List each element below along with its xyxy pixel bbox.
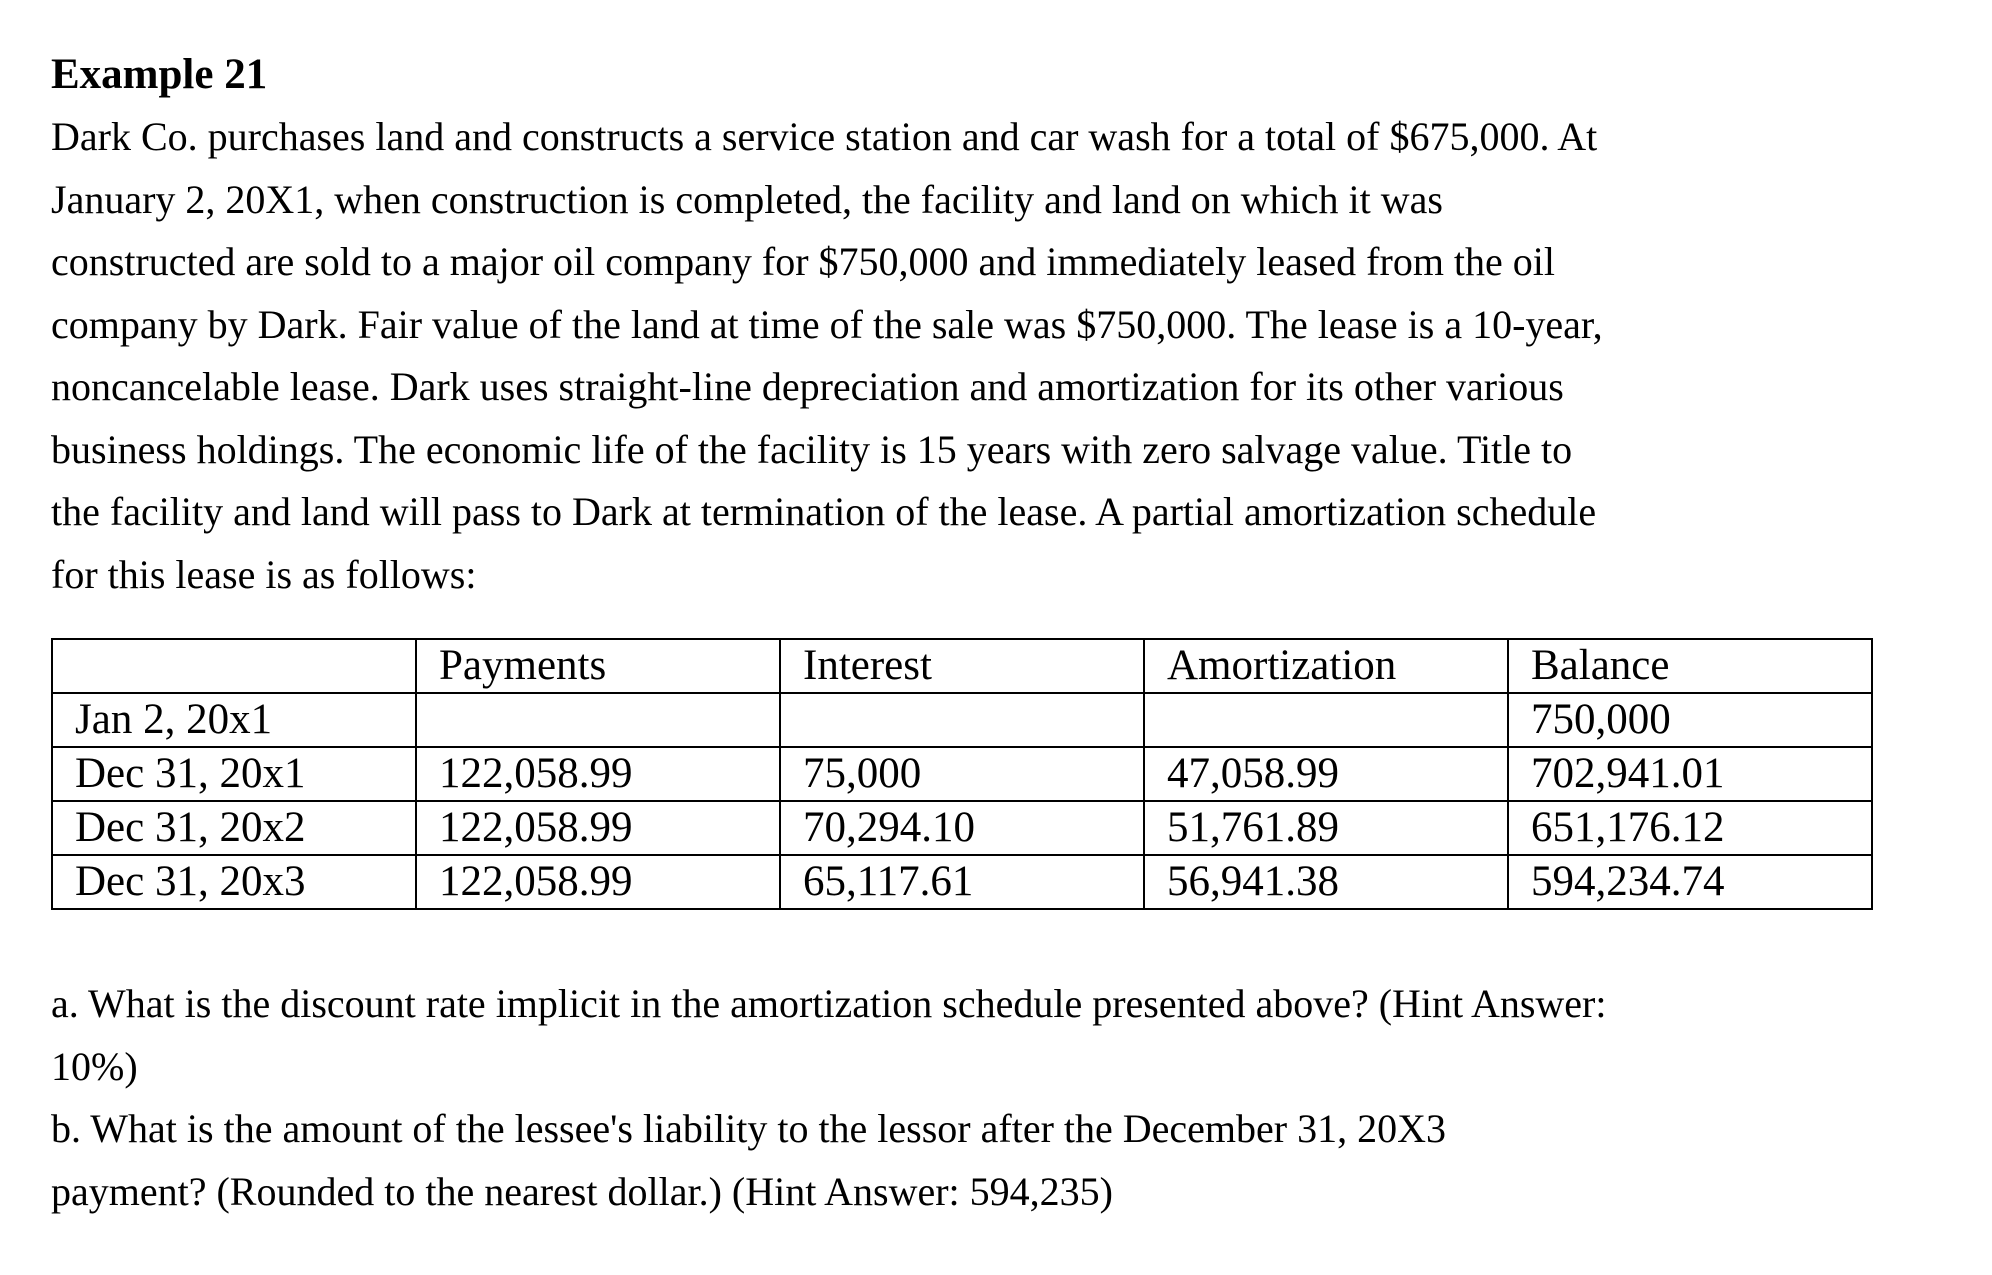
- cell-date: Jan 2, 20x1: [52, 693, 416, 747]
- intro-line: noncancelable lease. Dark uses straight-line depreciation and amortization for its other various: [51, 364, 1564, 409]
- intro-paragraph: [51, 106, 1931, 606]
- cell-payment: 122,058.99: [416, 747, 780, 801]
- intro-line: company by Dark. Fair value of the land at time of the sale was $750,000. The lease is a 10-year,: [51, 301, 1603, 347]
- header-date: [52, 639, 416, 693]
- question-a-line: a. What is the discount rate implicit in the amortization schedule presented above? (Hint Answer:: [51, 981, 1607, 1026]
- cell-balance: 651,176.12: [1508, 801, 1872, 855]
- cell-payment: 122,058.99: [416, 801, 780, 855]
- intro-line: the facility and land will pass to Dark at termination of the lease. A partial amortization schedule: [51, 489, 1597, 534]
- intro-line: business holdings. The economic life of the facility is 15 years with zero salvage value. Title to: [51, 426, 1573, 472]
- cell-payment: [416, 693, 780, 747]
- question-a-line: 10%): [51, 1043, 138, 1089]
- cell-balance: 702,941.01: [1508, 747, 1872, 801]
- cell-amortization: 51,761.89: [1144, 801, 1508, 855]
- questions-section: [51, 973, 1931, 1223]
- header-payments: Payments: [416, 639, 780, 693]
- cell-date: Dec 31, 20x3: [52, 855, 416, 909]
- cell-balance: 750,000: [1508, 693, 1872, 747]
- intro-line: for this lease is as follows:: [51, 551, 477, 597]
- cell-interest: 75,000: [780, 747, 1144, 801]
- cell-interest: 70,294.10: [780, 801, 1144, 855]
- table-row: [52, 801, 1872, 855]
- question-b-line: b. What is the amount of the lessee's liability to the lessor after the December 31, 20X3: [51, 1106, 1446, 1151]
- table-row: [52, 747, 1872, 801]
- table-header-row: [52, 639, 1872, 693]
- amortization-schedule-table: [51, 638, 1873, 910]
- intro-line: constructed are sold to a major oil company for $750,000 and immediately leased from the oil: [51, 239, 1556, 284]
- header-amortization: Amortization: [1144, 639, 1508, 693]
- table-row: [52, 693, 1872, 747]
- cell-amortization: 56,941.38: [1144, 855, 1508, 909]
- header-balance: Balance: [1508, 639, 1872, 693]
- example-title: Example 21: [51, 51, 268, 98]
- cell-interest: [780, 693, 1144, 747]
- table-row: [52, 855, 1872, 909]
- intro-line: January 2, 20X1, when construction is completed, the facility and land on which it was: [51, 176, 1443, 222]
- cell-payment: 122,058.99: [416, 855, 780, 909]
- cell-amortization: 47,058.99: [1144, 747, 1508, 801]
- question-b-line: payment? (Rounded to the nearest dollar.) (Hint Answer: 594,235): [51, 1168, 1113, 1214]
- intro-line: Dark Co. purchases land and constructs a service station and car wash for a total of $675,000. At: [51, 114, 1598, 159]
- header-interest: Interest: [780, 639, 1144, 693]
- cell-balance: 594,234.74: [1508, 855, 1872, 909]
- cell-date: Dec 31, 20x1: [52, 747, 416, 801]
- cell-amortization: [1144, 693, 1508, 747]
- cell-date: Dec 31, 20x2: [52, 801, 416, 855]
- cell-interest: 65,117.61: [780, 855, 1144, 909]
- document-body: [51, 44, 1931, 606]
